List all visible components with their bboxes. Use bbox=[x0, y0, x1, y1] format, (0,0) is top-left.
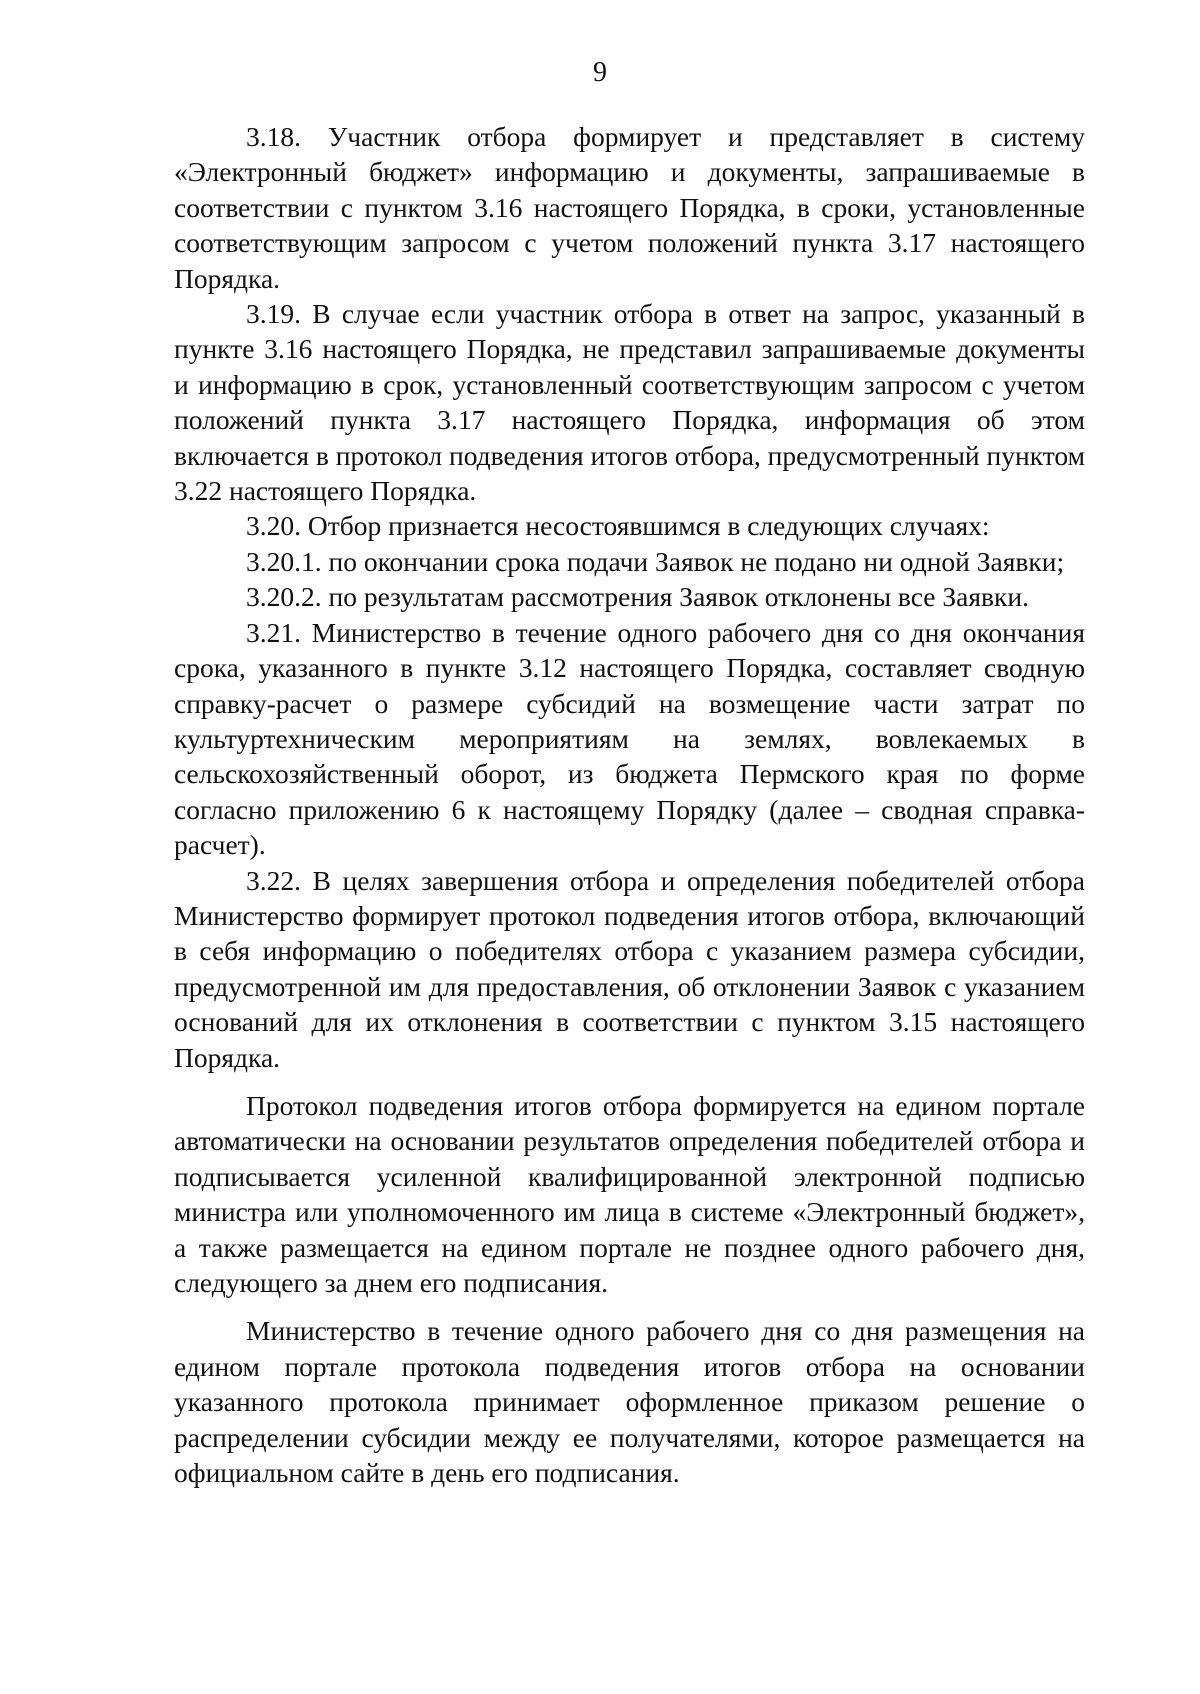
paragraph-3-22: 3.22. В целях завершения отбора и определения победителей отбора Министерство формирует протокол подведения итогов отбора, включающий в себя информацию о победителях отбора с указанием размера субсидии, предусмотренной им для предоставления, об отклонении Заявок с указанием оснований для их отклонения в соответствии с пунктом 3.15 настоящего Порядка. bbox=[174, 864, 1085, 1073]
paragraph-3-21: 3.21. Министерство в течение одного рабочего дня со дня окончания срока, указанного в пункте 3.12 настоящего Порядка, составляет сводную справку-расчет о размере субсидий на возмещение части затрат по культуртехническим мероприятиям на землях, вовлекаемых в сельскохозяйственный оборот, из бюджета Пермского края по форме согласно приложению 6 к настоящему Порядку (далее – сводная справка-расчет). bbox=[174, 616, 1085, 861]
page-number: 9 bbox=[593, 57, 607, 88]
paragraph-3-19: 3.19. В случае если участник отбора в ответ на запрос, указанный в пункте 3.16 настоящего Порядка, не представил запрашиваемые документы и информацию в срок, установленный соответствующим запросом с учетом положений пункта 3.17 настоящего Порядка, информация об этом включается в протокол подведения итогов отбора, предусмотренный пунктом 3.22 настоящего Порядка. bbox=[174, 298, 1085, 507]
paragraph-3-20-2: 3.20.2. по результатам рассмотрения Заявок отклонены все Заявки. bbox=[246, 581, 1029, 613]
paragraph-3-20-1: 3.20.1. по окончании срока подачи Заявок не подано ни одной Заявки; bbox=[246, 545, 1065, 577]
paragraph-3-18: 3.18. Участник отбора формирует и представляет в систему «Электронный бюджет» информацию и документы, запрашиваемые в соответствии с пунктом 3.16 настоящего Порядка, в сроки, установленные соответствующим запросом с учетом положений пункта 3.17 настоящего Порядка. bbox=[174, 121, 1085, 294]
document-body bbox=[174, 119, 1085, 1490]
paragraph-3-20: 3.20. Отбор признается несостоявшимся в следующих случаях: bbox=[246, 510, 990, 542]
paragraph-protocol: Протокол подведения итогов отбора формируется на едином портале автоматически на основании результатов определения победителей отбора и подписывается усиленной квалифицированной электронной подписью министра или уполномоченного им лица в системе «Электронный бюджет», а также размещается на едином портале не позднее одного рабочего дня, следующего за днем его подписания. bbox=[174, 1089, 1085, 1298]
paragraph-ministry-decision: Министерство в течение одного рабочего дня со дня размещения на едином портале протокола подведения итогов отбора на основании указанного протокола принимает оформленное приказом решение о распределении субсидии между ее получателями, которое размещается на официальном сайте в день его подписания. bbox=[174, 1315, 1085, 1489]
